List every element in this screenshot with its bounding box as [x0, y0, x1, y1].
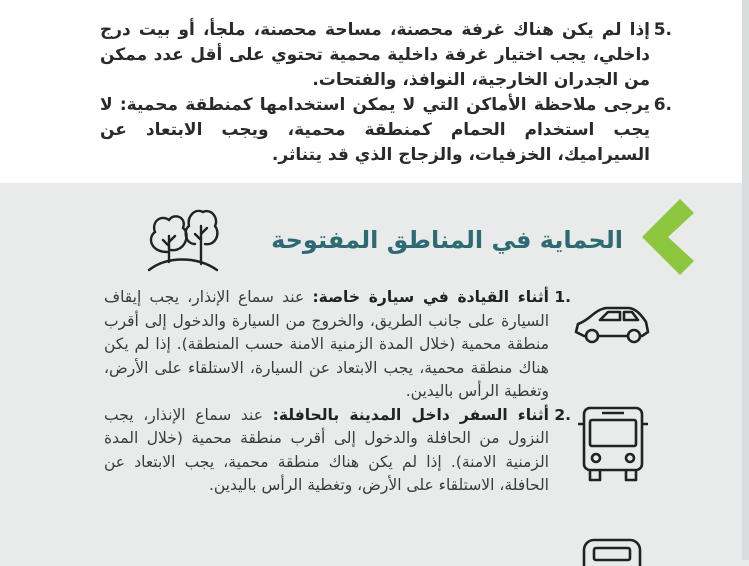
list-item: [104, 286, 571, 404]
list-item-number: .6: [653, 95, 672, 115]
section-title: الحماية في المناطق المفتوحة: [271, 226, 623, 254]
list-item-text: عند سماع الإنذار، يجب إيقاف السيارة على جانب الطريق، والخروج من السيارة والدخول إلى أقرب منطقة محمية (خلال المدة الزمنية الامنة حسب المنطقة). إذا لم يكن هناك منطقة محمية، يجب الابتعاد عن السيارة، الاستلقاء على الأرض، وتغطية الرأس باليدين.: [104, 288, 549, 400]
car-icon: [572, 302, 652, 348]
bus-icon: [574, 404, 652, 484]
trees-icon: [143, 200, 223, 276]
chevron-left-icon: [640, 197, 694, 277]
list-item: [104, 404, 571, 498]
list-item-number: .1: [554, 288, 571, 306]
list-item-text: عند سماع الإنذار، يجب النزول من الحافلة والدخول إلى أقرب منطقة محمية (خلال المدة الزمنية الامنة). إذا لم يكن هناك منطقة محمية، يجب الابتعاد عن الحافلة، الاستلقاء على الأرض، وتغطية الرأس باليدين.: [104, 405, 549, 494]
list-item-title: أثناء السفر داخل المدينة بالحافلة:: [272, 405, 549, 424]
list-item-number: .5: [653, 20, 672, 40]
train-icon: [580, 536, 644, 566]
list-item-text: إذا لم يكن هناك غرفة محصنة، مساحة محصنة، ملجأ، أو بيت درج داخلي، يجب اختيار غرفة داخلية محمية تحتوي على أقل عدد ممكن من الجدران الخارجية، النوافذ، والفتحات.: [100, 20, 650, 90]
top-instructions-list: [100, 18, 672, 168]
list-item-number: .2: [554, 405, 571, 424]
open-areas-list: [104, 286, 571, 498]
list-item: [100, 18, 672, 93]
top-panel: [0, 0, 742, 183]
list-item-text: يرجى ملاحظة الأماكن التي لا يمكن استخدامها كمنطقة محمية: لا يجب استخدام الحمام كمنطقة محمية، ويجب الابتعاد عن السيراميك، الخزفيات، والزجاج الذي قد يتناثر.: [100, 95, 650, 165]
side-strip: [742, 0, 749, 560]
list-item: [100, 93, 672, 168]
list-item-title: أثناء القيادة في سيارة خاصة:: [312, 288, 549, 306]
